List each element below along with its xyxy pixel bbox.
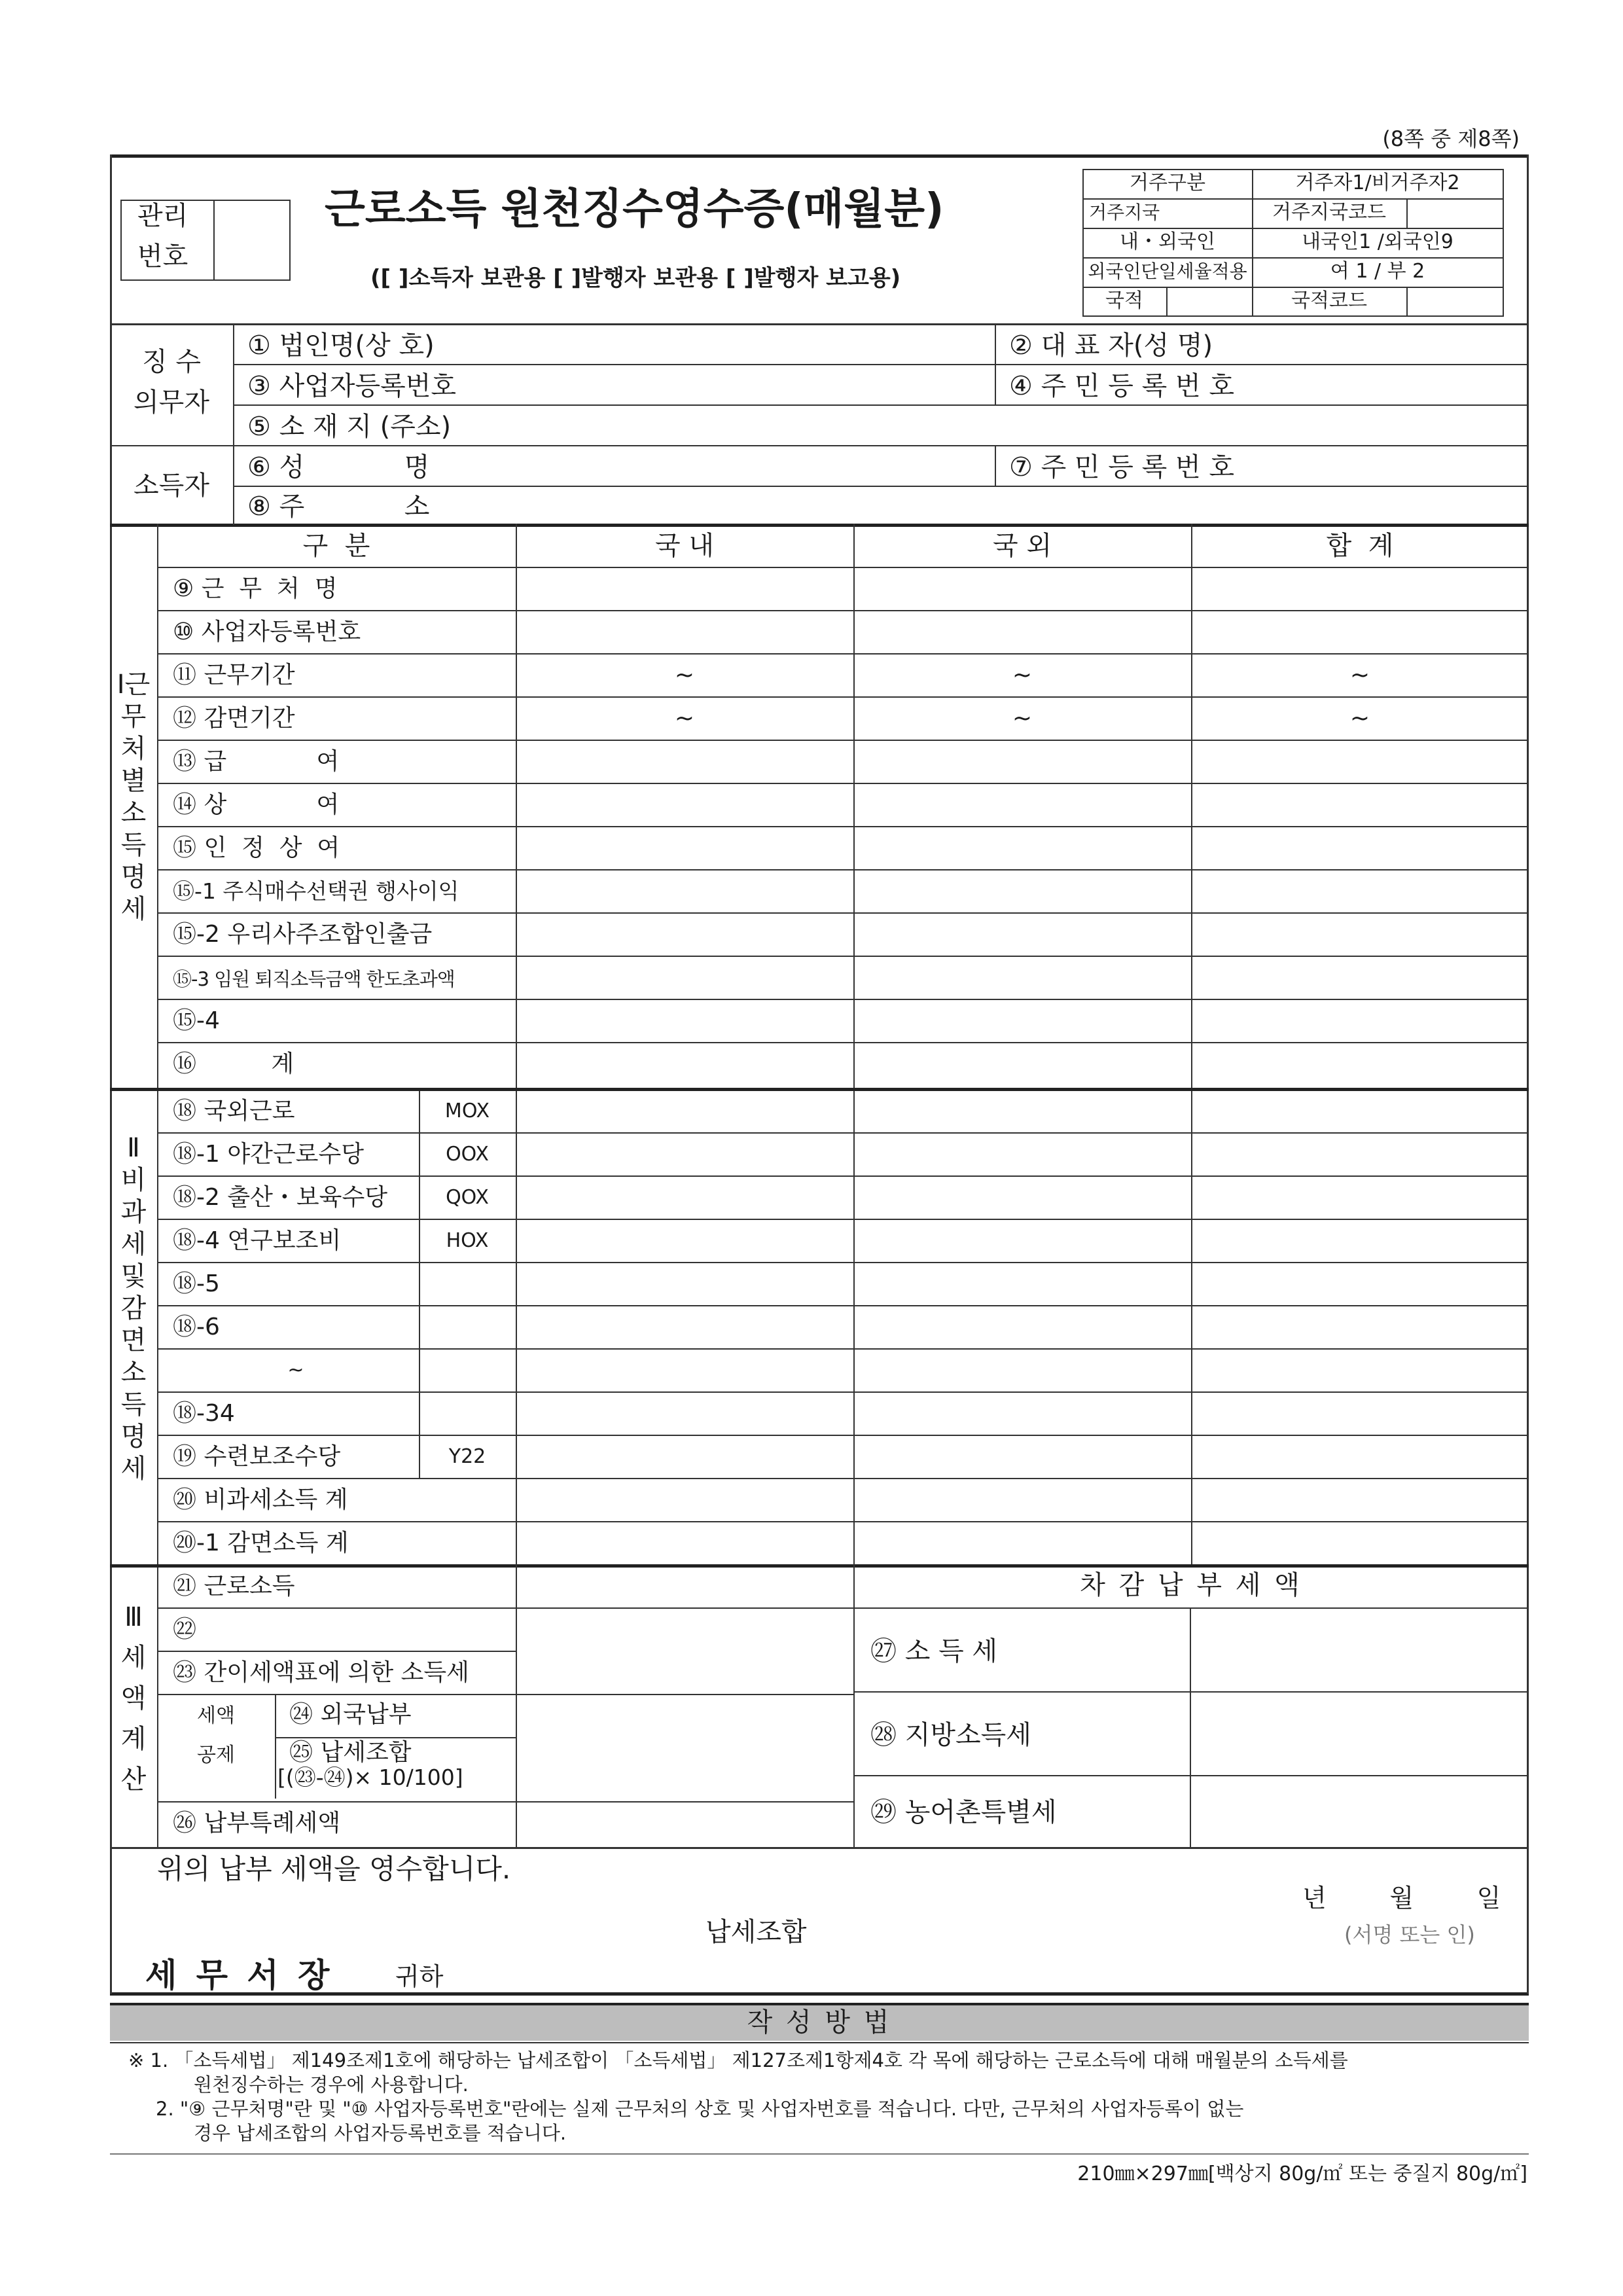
payer-section-label: 징 수 의무자	[134, 347, 209, 418]
row-earned-income: ㉑ 근로소득	[173, 1573, 295, 1600]
nationality-field[interactable]	[1168, 288, 1251, 315]
row-executive-retirement-excess: ⑮-3 임원 퇴직소득금액 한도초과액	[173, 968, 455, 990]
code-mox: MOX	[444, 1100, 490, 1122]
residency-type-value[interactable]: 거주자1/비거주자2	[1295, 171, 1460, 194]
earner-section-label: 소득자	[134, 471, 209, 501]
earner-resident-id-label: ⑦ 주 민 등 록 번 호	[1009, 452, 1234, 482]
row-deemed-bonus: ⑮ 인 정 상 여	[173, 834, 340, 861]
payer-resident-id-label: ④ 주 민 등 록 번 호	[1009, 371, 1234, 401]
flat-tax-rate-label: 외국인단일세율적용	[1088, 260, 1247, 282]
row-special-tax: ㉖ 납부특례세액	[173, 1810, 341, 1837]
row-18-5: ⑱-5	[173, 1270, 220, 1297]
row-tax-union-formula: [(㉓-㉔)× 10/100]	[277, 1765, 463, 1790]
reduction-period-domestic-tilde: ~	[674, 705, 695, 732]
receipt-issuer: 납세조합	[705, 1917, 807, 1947]
residence-country-field[interactable]	[1166, 200, 1250, 226]
section-2-vertical-label: Ⅱ비과세및감면소득명세	[120, 1133, 147, 1484]
nationality-code-field[interactable]	[1408, 288, 1503, 315]
instructions-title: 작 성 방 법	[747, 2007, 892, 2037]
income-tax-amount-field[interactable]	[1191, 1609, 1526, 1690]
row-tax-union: ㉕ 납세조합	[289, 1739, 412, 1766]
row-total: ⑯ 계	[173, 1050, 294, 1077]
instruction-1-line-1: ※ 1. 「소득세법」 제149조제1호에 해당하는 납세조합이 「소득세법」 제127조제1항제4호 각 목에 해당하는 근로소득에 대해 매월분의 소득세를	[128, 2049, 1348, 2072]
row-15-4: ⑮-4	[173, 1007, 220, 1034]
form-top-border	[110, 154, 1529, 158]
row-stock-option: ⑮-1 주식매수선택권 행사이익	[173, 878, 459, 904]
row-foreign-tax-paid: ㉔ 외국납부	[289, 1701, 412, 1728]
row-night-work: ⑱-1 야간근로수당	[173, 1141, 364, 1168]
representative-label: ② 대 표 자(성 명)	[1009, 331, 1213, 361]
page-number: (8쪽 중 제8쪽)	[1382, 126, 1520, 151]
residence-country-code-label: 거주지국코드	[1272, 201, 1386, 224]
row-rural-special-tax: ㉙ 농어촌특별세	[870, 1797, 1057, 1827]
earner-name-label: ⑥ 성 명	[247, 452, 430, 482]
section-3-vertical-label: Ⅲ세액계산	[120, 1602, 147, 1795]
row-22: ㉒	[173, 1616, 197, 1643]
tax-credit-label-2: 공제	[197, 1744, 235, 1767]
earner-address-label: ⑧ 주 소	[247, 492, 430, 522]
row-18-34: ⑱-34	[173, 1400, 235, 1427]
residency-type-label: 거주구분	[1130, 171, 1205, 194]
nationality-type-value[interactable]: 내국인1 /외국인9	[1302, 230, 1454, 253]
instruction-1-line-2: 원천징수하는 경우에 사용합니다.	[194, 2073, 469, 2096]
row-18-6: ⑱-6	[173, 1314, 220, 1340]
code-y22: Y22	[448, 1445, 486, 1468]
paper-specification: 210㎜×297㎜[백상지 80g/㎡ 또는 중질지 80g/㎡]	[1077, 2162, 1527, 2185]
reduction-period-foreign-tilde: ~	[1012, 705, 1033, 732]
receipt-date[interactable]: 년 월 일	[1302, 1884, 1501, 1912]
flat-tax-rate-value[interactable]: 여 1 / 부 2	[1330, 260, 1425, 283]
header-category: 구 분	[302, 531, 370, 561]
work-period-total-tilde: ~	[1349, 662, 1370, 689]
nationality-type-label: 내・외국인	[1120, 230, 1215, 253]
row-nontaxable-total: ⑳ 비과세소득 계	[173, 1486, 348, 1513]
management-label-1: 관리	[137, 201, 188, 231]
row-ellipsis-tilde: ~	[287, 1359, 304, 1382]
header-foreign: 국 외	[993, 531, 1052, 561]
row-bonus: ⑭ 상 여	[173, 791, 340, 818]
header-total: 합 계	[1326, 531, 1394, 561]
code-oox: OOX	[446, 1143, 489, 1166]
form-right-border	[1527, 154, 1529, 1994]
receipt-statement: 위의 납부 세액을 영수합니다.	[157, 1853, 511, 1885]
signature-placeholder[interactable]: (서명 또는 인)	[1344, 1922, 1475, 1947]
copy-type-line: ([ ]소득자 보관용 [ ]발행자 보관용 [ ]발행자 보고용)	[370, 265, 901, 291]
row-simplified-tax: ㉓ 간이세액표에 의한 소득세	[173, 1659, 469, 1686]
row-childbirth-care: ⑱-2 출산・보육수당	[173, 1184, 387, 1211]
form-left-border	[110, 154, 112, 1994]
row-esop-withdrawal: ⑮-2 우리사주조합인출금	[173, 921, 433, 948]
row-overseas-work: ⑱ 국외근로	[173, 1098, 295, 1124]
payer-address-label: ⑤ 소 재 지 (주소)	[247, 412, 452, 442]
local-tax-amount-field[interactable]	[1191, 1693, 1526, 1774]
business-reg-label: ③ 사업자등록번호	[247, 371, 457, 401]
row-local-income-tax: ㉘ 지방소득세	[870, 1720, 1031, 1750]
honorific: 귀하	[395, 1962, 444, 1991]
instruction-2-line-2: 경우 납세조합의 사업자등록번호를 적습니다.	[194, 2122, 567, 2144]
section-1-vertical-label: Ⅰ근무처별소득명세	[116, 670, 151, 924]
row-workplace-name: ⑨ 근 무 처 명	[173, 575, 338, 602]
row-reduction-period: ⑫ 감면기간	[173, 705, 295, 732]
instruction-2-line-1: 2. "⑨ 근무처명"란 및 "⑩ 사업자등록번호"란에는 실제 근무처의 상호 및 사업자번호를 적습니다. 다만, 근무처의 사업자등록이 없는	[156, 2098, 1244, 2120]
work-period-foreign-tilde: ~	[1012, 662, 1033, 689]
reduction-period-total-tilde: ~	[1349, 705, 1370, 732]
header-domestic: 국 내	[655, 531, 714, 561]
row-salary: ⑬ 급 여	[173, 748, 340, 775]
row-income-tax: ㉗ 소 득 세	[870, 1636, 998, 1666]
corp-name-label: ① 법인명(상 호)	[247, 331, 435, 361]
row-work-period: ⑪ 근무기간	[173, 662, 295, 689]
management-label-2: 번호	[137, 242, 188, 272]
nationality-code-label: 국적코드	[1291, 289, 1367, 312]
rural-tax-amount-field[interactable]	[1191, 1776, 1526, 1846]
net-tax-header: 차 감 납 부 세 액	[1080, 1570, 1302, 1600]
tax-office-chief: 세 무 서 장	[145, 1956, 334, 1994]
row-business-reg-no: ⑩ 사업자등록번호	[173, 619, 361, 645]
code-hox: HOX	[446, 1229, 489, 1252]
row-reduced-total: ⑳-1 감면소득 계	[173, 1530, 349, 1556]
work-period-domestic-tilde: ~	[674, 662, 695, 689]
residence-country-code-field[interactable]	[1408, 200, 1503, 226]
code-qox: QOX	[446, 1186, 489, 1209]
row-research-subsidy: ⑱-4 연구보조비	[173, 1227, 342, 1254]
row-training-allowance: ⑲ 수련보조수당	[173, 1443, 341, 1470]
form-title: 근로소득 원천징수영수증(매월분)	[325, 185, 944, 234]
tax-credit-label-1: 세액	[197, 1704, 235, 1727]
management-number-field[interactable]	[213, 201, 289, 279]
nationality-label: 국적	[1105, 289, 1143, 312]
residence-country-label: 거주지국	[1089, 202, 1160, 223]
